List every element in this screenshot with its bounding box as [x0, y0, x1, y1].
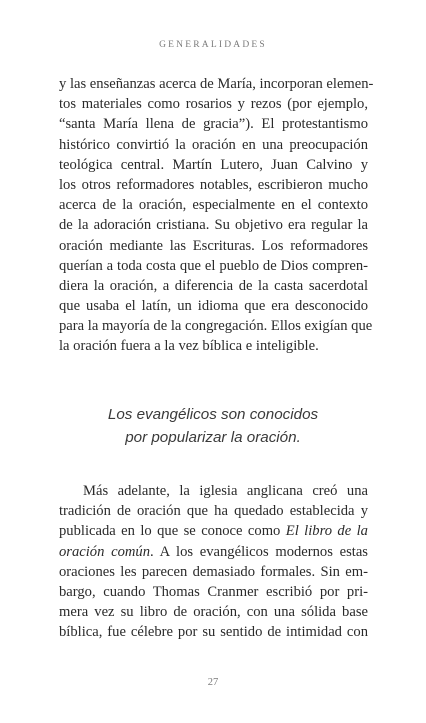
text-line: de la adoración cristiana. Su objetivo era regular la	[59, 217, 368, 234]
text-line	[59, 521, 368, 541]
text-line: y las enseñanzas acerca de María, incorporan elemen-	[59, 76, 374, 92]
text-line: para la mayoría de la congregación. Ellos exigían que	[59, 318, 373, 335]
running-head: GENERALIDADES	[159, 40, 267, 50]
paragraph-2	[59, 481, 368, 643]
text-run: publicada en lo que se conoce como	[59, 523, 286, 540]
book-title-italic: El libro de la	[285, 523, 368, 540]
pull-quote-line: por popularizar la oración.	[125, 429, 301, 446]
text-line: teológica central. Martín Lutero, Juan Calvino y	[59, 156, 368, 173]
book-title-italic: oración común	[59, 543, 151, 560]
text-line: “santa María llena de gracia”). El protestantismo	[59, 116, 368, 133]
text-line: querían a toda costa que el pueblo de Dios compren-	[59, 257, 368, 274]
pull-quote	[0, 403, 426, 449]
text-line: la oración fuera a la vez bíblica e inteligible.	[59, 338, 319, 355]
text-line: tos materiales como rosarios y rezos (por ejemplo,	[59, 96, 368, 113]
text-line: oraciones les parecen demasiado formales. Sin em-	[59, 563, 368, 580]
text-line	[59, 542, 368, 562]
text-line: bargo, cuando Thomas Cranmer escribió por pri-	[59, 583, 368, 600]
text-line: los otros reformadores notables, escribieron mucho	[59, 176, 368, 193]
text-line: Más adelante, la iglesia anglicana creó una	[83, 483, 368, 499]
paragraph-1	[59, 74, 374, 357]
pull-quote-line: Los evangélicos son conocidos	[107, 406, 319, 423]
text-line: tradición de oración que ha quedado establecida y	[59, 503, 368, 520]
text-line: histórico convirtió la oración en una preocupación	[59, 136, 368, 153]
text-line: diera la oración, a diferencia de la casta sacerdotal	[59, 277, 368, 294]
text-line: que usaba el latín, un idioma que era desconocido	[59, 298, 368, 315]
text-line: bíblica, fue célebre por su sentido de intimidad con	[59, 624, 368, 641]
page-number: 27	[207, 677, 219, 688]
text-line: oración mediante las Escrituras. Los reformadores	[59, 237, 368, 254]
text-line: acerca de la oración, especialmente en el contexto	[59, 197, 368, 214]
text-run: . A los evangélicos modernos estas	[150, 543, 368, 560]
text-line: mera vez su libro de oración, con una sólida base	[59, 604, 368, 621]
